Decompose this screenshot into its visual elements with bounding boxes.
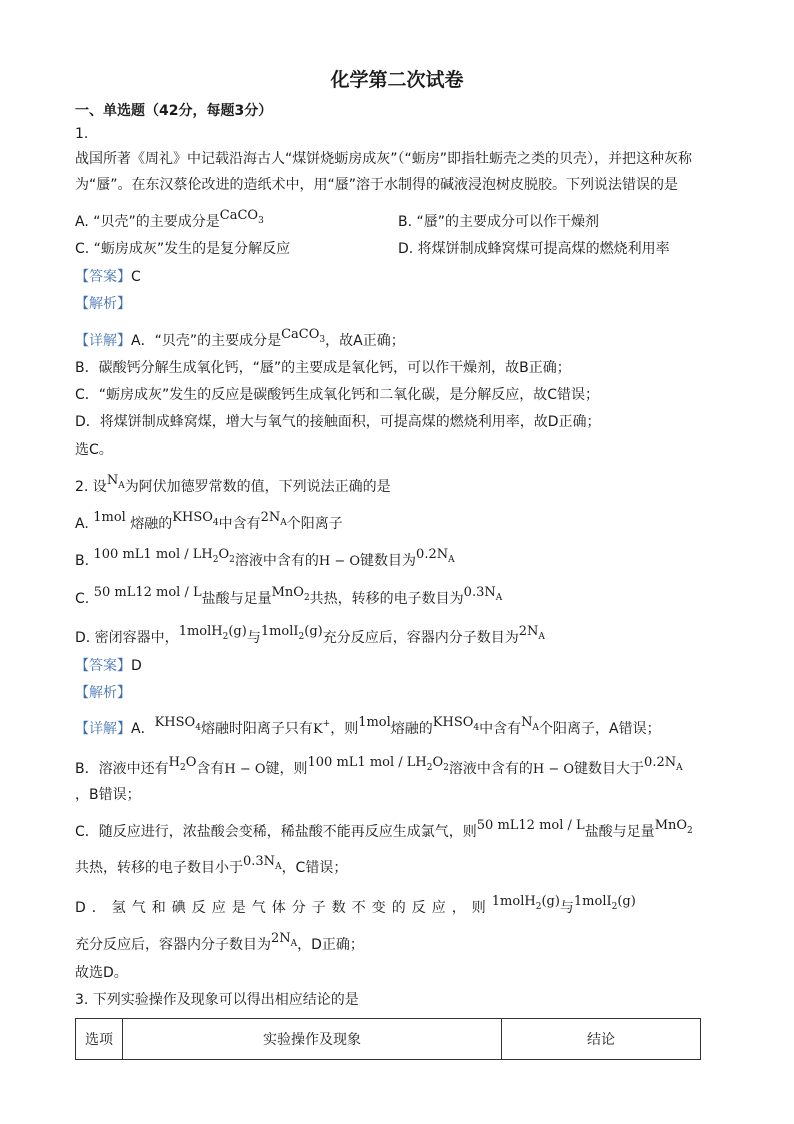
q2-detail-d-line2: 充分反应后，容器内分子数目为$2N_A$，D正确； (75, 931, 364, 953)
q1-detail-c: C．“蛎房成灰”发生的反应是碳酸钙生成氧化钙和二氧化碳，是分解反应，故C错误； (75, 387, 600, 403)
q2-stem: 2. 设$N_A$为阿伏加德罗常数的值，下列说法正确的是 (75, 473, 391, 495)
q3-header-conclusion: 结论 (502, 1019, 701, 1060)
q1-pick: 选C。 (75, 442, 113, 458)
q2-option-b: B. 100 mL1 mol / $LH_2O_2$溶液中含有的H − O键数目为$0.2N_A$ (75, 547, 455, 569)
q2-detail-b-line2: ，B错误； (75, 787, 141, 803)
q2-option-d: D. 密闭容器中，1molH$_2$(g)与1molI$_2$(g)充分反应后，容器内分子数目为$2N_A$ (75, 624, 545, 646)
caco3-formula-2: CaCO$_3$ (281, 327, 326, 345)
q2-detail-a: 【详解】A．$KHSO_4$熔融时阳离子只有K+，则1mol熔融的$KHSO_4$中含有$N_A$个阳离子，A错误； (75, 715, 661, 737)
q1-answer: 【答案】C (75, 269, 141, 285)
section-heading: 一、单选题（42分，每题3分） (75, 103, 273, 119)
q1-number: 1. (75, 126, 89, 142)
q2-option-c: C. 50 mL12 mol / L盐酸与足量MnO$_2$共热，转移的电子数目为$0.3N_A$ (75, 585, 503, 607)
q2-detail-c-line2: 共热，转移的电子数目小于$0.3N_A$，C错误； (75, 854, 348, 876)
q3-header-option: 选项 (76, 1019, 123, 1060)
q1-option-a (75, 208, 264, 234)
q2-option-a: A. 1mol 熔融的$KHSO_4$中含有$2N_A$个阳离子 (75, 510, 343, 532)
caco3-formula: CaCO$_3$ (219, 208, 264, 226)
q1-option-d: D. 将煤饼制成蜂窝煤可提高煤的燃烧利用率 (398, 241, 670, 257)
q1-option-c: C. “蛎房成灰”发生的是复分解反应 (75, 241, 291, 257)
q3-table-header (76, 1019, 701, 1060)
page-title: 化学第二次试卷 (330, 69, 464, 91)
q1-stem-line2: 为“蜃”。在东汉蔡伦改进的造纸术中，用“蜃”溶于水制得的碱液浸泡树皮脱胶。下列说法错误的是 (75, 177, 679, 193)
q1-detail-b: B．碳酸钙分解生成氧化钙，“蜃”的主要成是氧化钙，可以作干燥剂，故B正确； (75, 360, 571, 376)
q1-detail-d: D．将煤饼制成蜂窝煤，增大与氧气的接触面积，可提高煤的燃烧利用率，故D正确； (75, 414, 601, 430)
q2-detail-b-line1: B．溶液中还有$H_2O$含有H − O键，则100 mL1 mol / $LH_2O_2$溶液中含有的H − O键数目大于$0.2N_A$ (75, 755, 683, 777)
q2-detail-c-line1: C．随反应进行，浓盐酸会变稀，稀盐酸不能再反应生成氯气，则50 mL12 mol / L盐酸与足量MnO$_2$ (75, 818, 693, 840)
q2-detail-d-line1: D．氢气和碘反应是气体分子数不变的反应，则1molH$_2$(g)与1molI$_2$(g) (75, 894, 636, 916)
q2-answer: 【答案】D (75, 658, 142, 674)
q2-pick: 故选D。 (75, 965, 128, 981)
q3-stem: 3. 下列实验操作及现象可以得出相应结论的是 (75, 992, 359, 1008)
q3-table (75, 1018, 701, 1060)
q1-detail-a: 【详解】A．“贝壳”的主要成分是CaCO$_3$，故A正确； (75, 327, 405, 349)
q1-analysis-label: 【解析】 (75, 296, 131, 312)
q1-option-a-text: A. “贝壳”的主要成分是 (75, 214, 220, 230)
q2-analysis-label: 【解析】 (75, 685, 131, 701)
q1-option-b: B. “蜃”的主要成分可以作干燥剂 (398, 214, 600, 230)
q1-stem-line1: 战国所著《周礼》中记载沿海古人“煤饼烧蛎房成灰”（“蛎房”即指牡蛎壳之类的贝壳），并把这种灰称 (75, 151, 693, 167)
q3-header-operation: 实验操作及现象 (123, 1019, 502, 1060)
